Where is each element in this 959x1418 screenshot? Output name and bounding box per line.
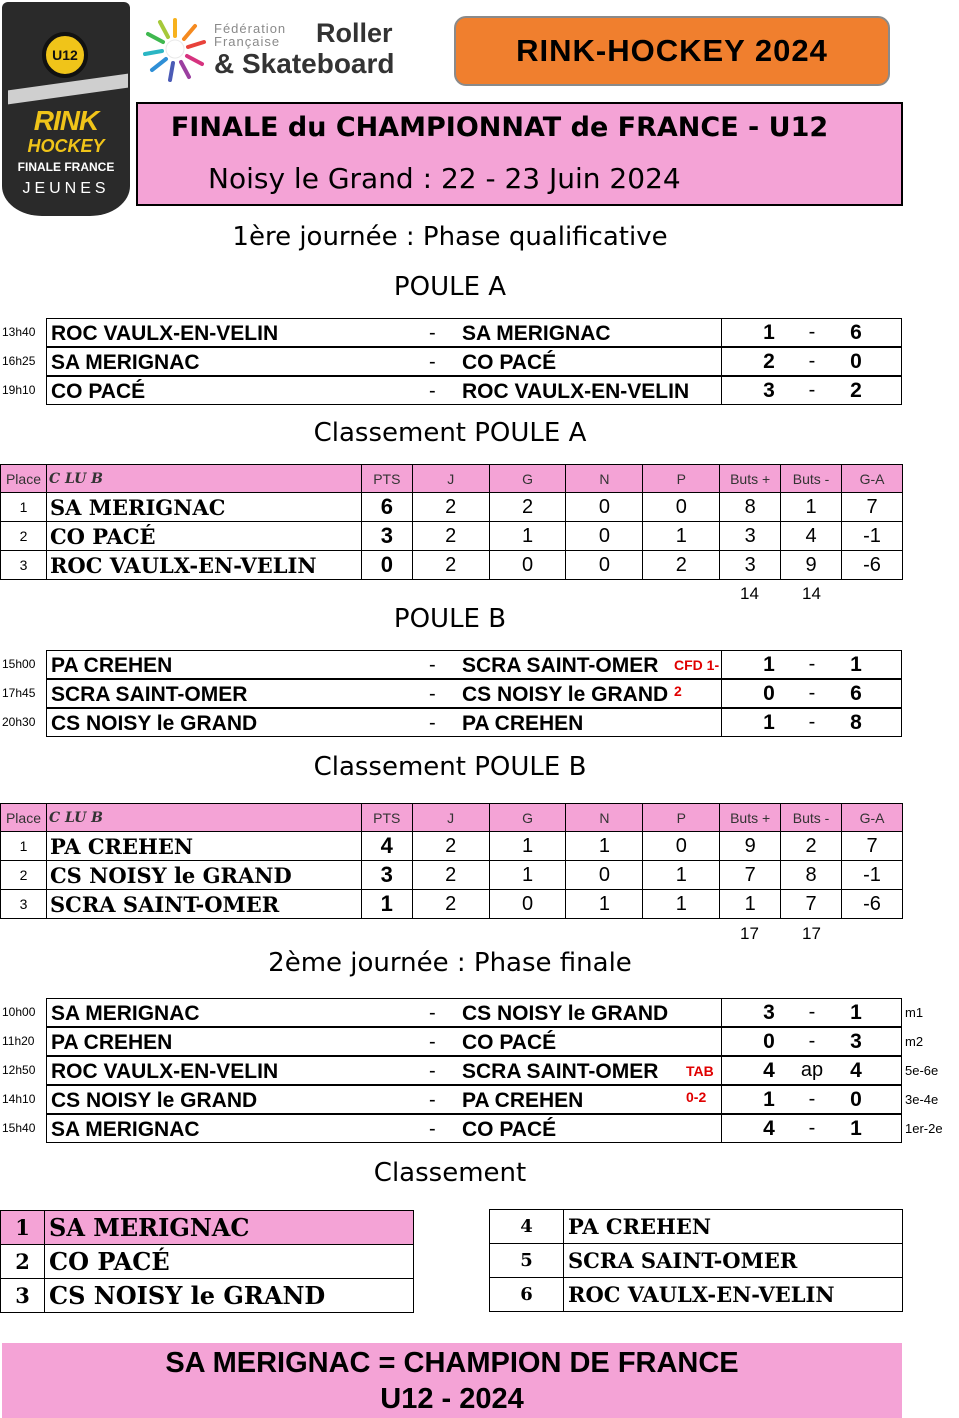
federation-text: Fédération Française xyxy=(214,21,287,49)
away-team: CS NOISY le GRAND xyxy=(462,1002,669,1025)
match-row: 15h40 SA MERIGNAC - CO PACÉ 4 - 1 1er-2e xyxy=(2,1114,902,1143)
home-team: SA MERIGNAC xyxy=(51,1118,200,1141)
ranking-row: 1 SA MERIGNAC xyxy=(1,1211,414,1245)
home-team: PA CREHEN xyxy=(51,654,173,677)
home-team: SA MERIGNAC xyxy=(51,1002,200,1025)
away-team: ROC VAULX-EN-VELIN xyxy=(462,380,690,403)
standings-header-row: Place C LU B PTS J G N P Buts + Buts - G-A xyxy=(1,804,903,832)
home-team: CS NOISY le GRAND xyxy=(51,1089,258,1112)
poule-a-matches xyxy=(2,318,902,405)
away-team: PA CREHEN xyxy=(462,712,584,735)
federation-burst-icon xyxy=(140,14,210,84)
penalty-note: CFD 1-2 xyxy=(674,657,720,699)
poule-a-standings xyxy=(0,464,903,580)
skateboard-text: & Skateboard xyxy=(214,48,395,79)
poule-b-matches xyxy=(2,650,902,737)
roller-text: Roller xyxy=(316,18,393,48)
hockey-stick-graphic xyxy=(8,74,128,105)
home-team: CO PACÉ xyxy=(51,380,146,403)
match-tag: 5e-6e xyxy=(905,1063,939,1078)
away-team: CO PACÉ xyxy=(462,351,557,374)
match-time: 20h30 xyxy=(2,715,36,729)
match-row: 13h40 ROC VAULX-EN-VELIN - SA MERIGNAC 1 - 6 xyxy=(2,318,902,347)
champion-title: SA MERIGNAC = CHAMPION DE FRANCE xyxy=(165,1347,739,1379)
location-date: Noisy le Grand : 22 - 23 Juin 2024 xyxy=(208,162,681,195)
score: 4 ap 4 xyxy=(721,1056,902,1085)
score: 1 - 8 xyxy=(721,708,902,737)
match-row: 11h20 PA CREHEN - CO PACÉ 0 - 3 m2 xyxy=(2,1027,902,1056)
logo-hockey-text: HOCKEY xyxy=(27,136,105,156)
match-time: 15h00 xyxy=(2,657,36,671)
champion-category: U12 - 2024 xyxy=(380,1383,524,1415)
home-team: ROC VAULX-EN-VELIN xyxy=(51,322,279,345)
match-time: 10h00 xyxy=(2,1005,36,1019)
match-row: 19h10 CO PACÉ - ROC VAULX-EN-VELIN 3 - 2 xyxy=(2,376,902,405)
main-title: FINALE du CHAMPIONNAT de FRANCE - U12 xyxy=(170,112,829,143)
standings-row: 3 SCRA SAINT-OMER 1 2 0 1 1 1 7 -6 xyxy=(1,890,903,919)
goals-for-total: 14 xyxy=(740,584,759,603)
score: 0 - 3 xyxy=(721,1027,902,1056)
standings-row: 2 CS NOISY le GRAND 3 2 1 0 1 7 8 -1 xyxy=(1,861,903,890)
match-row: 14h10 CS NOISY le GRAND - PA CREHEN 1 - 0 3e-4e xyxy=(2,1085,902,1114)
standings-row: 1 PA CREHEN 4 2 1 1 0 9 2 7 xyxy=(1,832,903,861)
standings-row: 3 ROC VAULX-EN-VELIN 0 2 0 0 2 3 9 -6 xyxy=(1,551,903,580)
match-time: 14h10 xyxy=(2,1092,36,1106)
match-row: 15h00 PA CREHEN - SCRA SAINT-OMER CFD 1-2 1 - 1 xyxy=(2,650,902,679)
ranking-row: 2 CO PACÉ xyxy=(1,1245,414,1279)
poule-b-standings xyxy=(0,803,903,919)
match-time: 15h40 xyxy=(2,1121,36,1135)
score: 1 - 1 xyxy=(721,650,902,679)
logo-finale-france-text: FINALE FRANCE xyxy=(17,160,115,174)
away-team: CO PACÉ xyxy=(462,1031,557,1054)
match-tag: m2 xyxy=(905,1034,924,1049)
shootout-note: TAB 0-2 xyxy=(686,1063,714,1105)
match-row: 10h00 SA MERIGNAC - CS NOISY le GRAND 3 - 1 m1 xyxy=(2,998,902,1027)
poule-a-standings-heading: Classement POULE A xyxy=(313,418,587,448)
ranking-row: 5 SCRA SAINT-OMER xyxy=(490,1244,903,1278)
logo-rink-text: RINK xyxy=(33,105,99,136)
rink-hockey-logo xyxy=(2,2,130,216)
away-team: SCRA SAINT-OMER xyxy=(462,654,659,677)
match-row: 16h25 SA MERIGNAC - CO PACÉ 2 - 0 xyxy=(2,347,902,376)
away-team: SCRA SAINT-OMER xyxy=(462,1060,659,1083)
champion-banner xyxy=(2,1343,902,1418)
match-tag: 1er-2e xyxy=(905,1121,943,1136)
final-ranking-left xyxy=(0,1210,414,1313)
final-ranking-heading: Classement xyxy=(373,1158,527,1188)
title-box xyxy=(136,102,903,206)
away-team: SA MERIGNAC xyxy=(462,322,611,345)
u12-badge: U12 xyxy=(42,32,88,78)
away-team: CS NOISY le GRAND xyxy=(462,683,669,706)
poule-b-standings-heading: Classement POULE B xyxy=(313,752,587,782)
federation-logo xyxy=(140,14,410,84)
home-team: SA MERIGNAC xyxy=(51,351,200,374)
score: 2 - 0 xyxy=(721,347,902,376)
ranking-row: 3 CS NOISY le GRAND xyxy=(1,1279,414,1313)
score: 1 - 0 xyxy=(721,1085,902,1114)
rink-hockey-year-banner: RINK-HOCKEY 2024 xyxy=(454,16,890,86)
match-row: 17h45 SCRA SAINT-OMER - CS NOISY le GRAND 0 - 6 xyxy=(2,679,902,708)
match-row: 12h50 ROC VAULX-EN-VELIN - SCRA SAINT-OMER TAB 0-2 4 ap 4 5e-6e xyxy=(2,1056,902,1085)
match-time: 19h10 xyxy=(2,383,36,397)
day1-heading: 1ère journée : Phase qualificative xyxy=(232,222,668,252)
score: 4 - 1 xyxy=(721,1114,902,1143)
match-time: 11h20 xyxy=(2,1034,35,1048)
ranking-row: 6 ROC VAULX-EN-VELIN xyxy=(490,1278,903,1312)
goals-against-total: 14 xyxy=(802,584,821,603)
match-time: 16h25 xyxy=(2,354,36,368)
home-team: ROC VAULX-EN-VELIN xyxy=(51,1060,279,1083)
final-phase-matches xyxy=(2,998,943,1143)
away-team: PA CREHEN xyxy=(462,1089,584,1112)
poule-a-heading: POULE A xyxy=(393,272,507,302)
match-row: 20h30 CS NOISY le GRAND - PA CREHEN 1 - 8 xyxy=(2,708,902,737)
goals-for-total: 17 xyxy=(740,924,759,943)
poule-b-heading: POULE B xyxy=(393,604,507,634)
standings-header-row: Place C LU B PTS J G N P Buts + Buts - G-A xyxy=(1,465,903,493)
away-team: CO PACÉ xyxy=(462,1118,557,1141)
home-team: CS NOISY le GRAND xyxy=(51,712,258,735)
standings-row: 2 CO PACÉ 3 2 1 0 1 3 4 -1 xyxy=(1,522,903,551)
score: 1 - 6 xyxy=(721,318,902,347)
standings-row: 1 SA MERIGNAC 6 2 2 0 0 8 1 7 xyxy=(1,493,903,522)
score: 0 - 6 xyxy=(721,679,902,708)
ranking-row: 4 PA CREHEN xyxy=(490,1210,903,1244)
day2-heading: 2ème journée : Phase finale xyxy=(268,948,632,978)
score: 3 - 1 xyxy=(721,998,902,1027)
logo-jeunes-text: JEUNES xyxy=(22,180,110,197)
home-team: SCRA SAINT-OMER xyxy=(51,683,248,706)
match-tag: 3e-4e xyxy=(905,1092,939,1107)
home-team: PA CREHEN xyxy=(51,1031,173,1054)
final-ranking-right xyxy=(489,1209,903,1312)
goals-against-total: 17 xyxy=(802,924,821,943)
match-time: 12h50 xyxy=(2,1063,36,1077)
score: 3 - 2 xyxy=(721,376,902,405)
match-tag: m1 xyxy=(905,1005,924,1020)
match-time: 13h40 xyxy=(2,325,36,339)
match-time: 17h45 xyxy=(2,686,36,700)
